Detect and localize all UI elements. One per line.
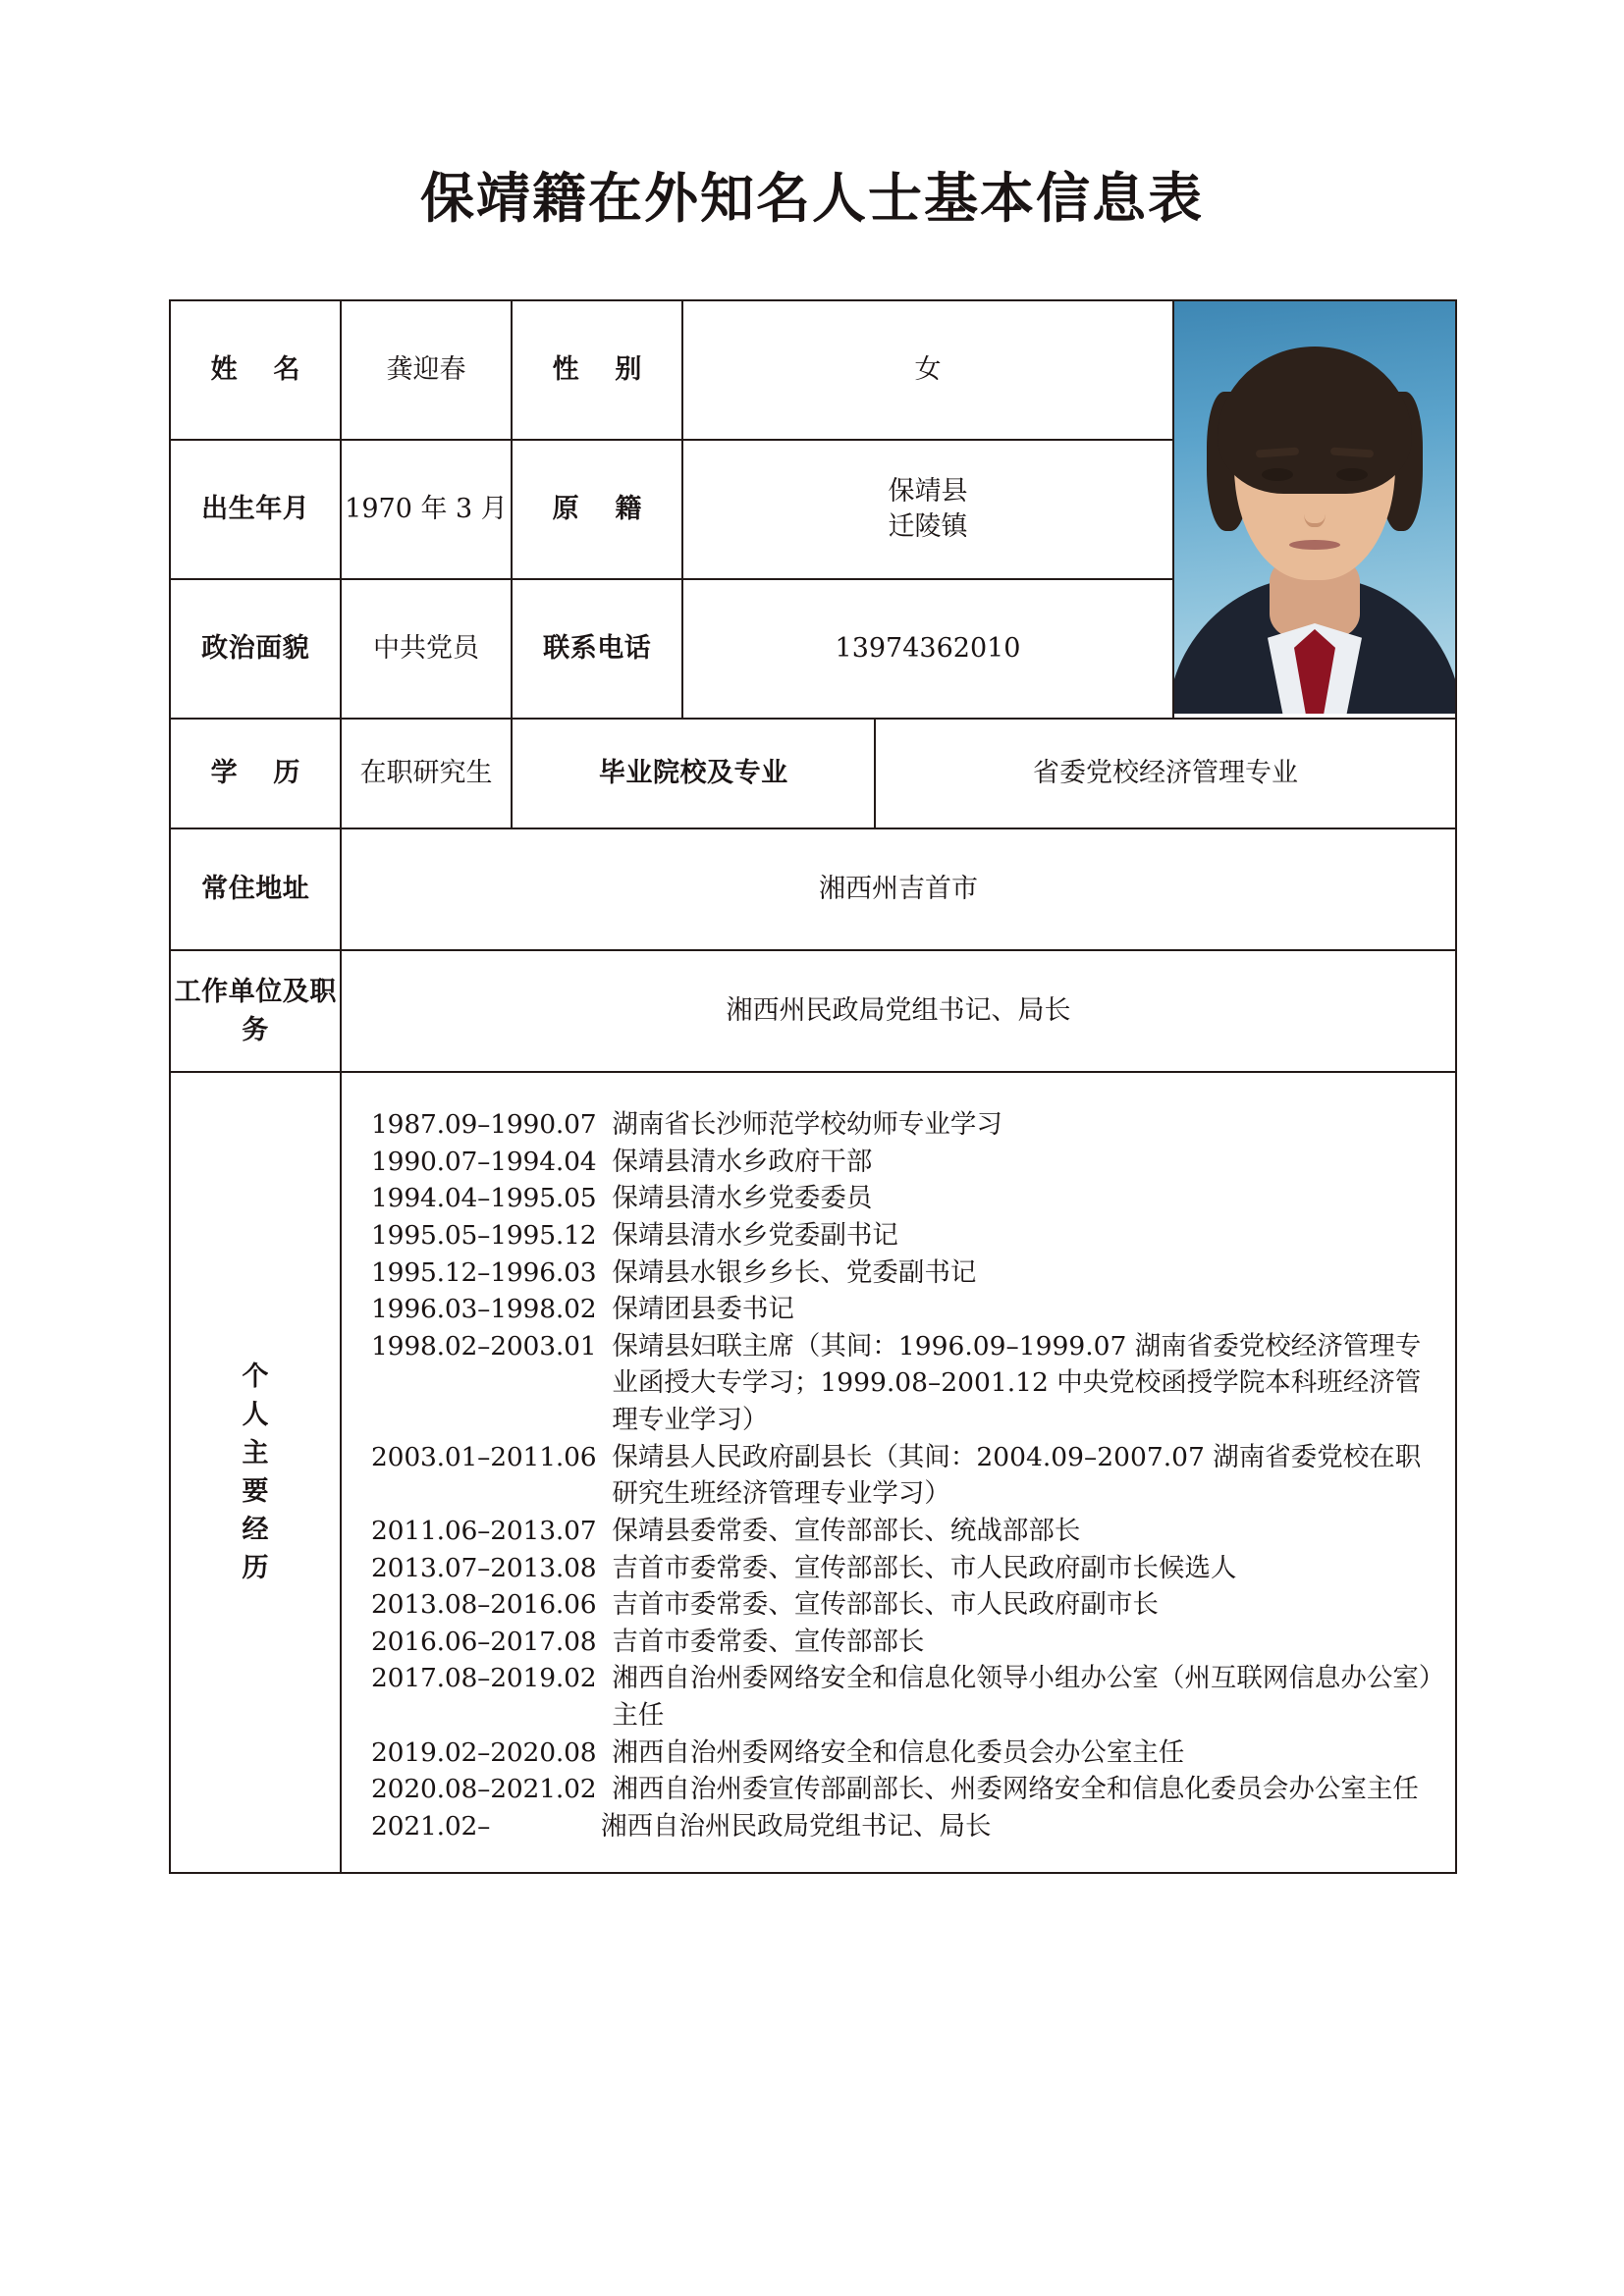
experience-item-text: 湘西自治州委宣传部副部长、州委网络安全和信息化委员会办公室主任 <box>612 1774 1419 1805</box>
experience-item-date: 2013.07–2013.08 <box>371 1552 597 1583</box>
experience-list <box>371 1106 1434 1845</box>
table-row-education <box>170 719 1456 828</box>
phone-value: 13974362010 <box>682 579 1173 719</box>
experience-item <box>371 1660 1434 1734</box>
experience-item-text: 湘西自治州民政局党组书记、局长 <box>601 1810 992 1842</box>
eye-right-shape <box>1336 468 1368 481</box>
experience-item-text: 吉首市委常委、宣传部部长、市人民政府副市长候选人 <box>612 1552 1237 1583</box>
birth-label: 出生年月 <box>170 440 341 579</box>
experience-item <box>371 1735 1434 1772</box>
experience-item-text: 保靖县妇联主席（其间：1996.09–1999.07 湖南省委党校经济管理专业函授大专学习；1999.08–2001.12 中央党校函授学院本科班经济管理专业学习） <box>612 1330 1422 1435</box>
experience-item <box>371 1439 1434 1513</box>
experience-item-date: 2021.02– <box>371 1810 491 1842</box>
political-value: 中共党员 <box>341 579 512 719</box>
political-label: 政治面貌 <box>170 579 341 719</box>
experience-item-text: 吉首市委常委、宣传部部长 <box>612 1626 925 1657</box>
experience-item-date: 2016.06–2017.08 <box>371 1626 597 1657</box>
name-value: 龚迎春 <box>341 300 512 440</box>
experience-item <box>371 1808 1434 1845</box>
experience-item-text: 湘西自治州委网络安全和信息化委员会办公室主任 <box>612 1736 1185 1768</box>
experience-item-date: 1995.05–1995.12 <box>371 1219 597 1251</box>
hair-shape <box>1218 347 1412 494</box>
gender-value: 女 <box>682 300 1173 440</box>
person-info-table <box>169 299 1457 1874</box>
experience-item-date: 1998.02–2003.01 <box>371 1330 597 1362</box>
experience-item <box>371 1328 1434 1439</box>
experience-item <box>371 1550 1434 1587</box>
experience-item-date: 1990.07–1994.04 <box>371 1146 597 1177</box>
experience-item <box>371 1180 1434 1217</box>
mouth-shape <box>1289 540 1340 550</box>
experience-item-text: 保靖团县委书记 <box>612 1294 794 1325</box>
experience-item-text: 湘西自治州委网络安全和信息化领导小组办公室（州互联网信息办公室）主任 <box>612 1663 1433 1731</box>
experience-item-text: 保靖县清水乡政府干部 <box>612 1146 873 1177</box>
portrait-photo-image <box>1174 301 1455 714</box>
experience-item-text: 湖南省长沙师范学校幼师专业学习 <box>612 1109 1002 1140</box>
experience-item-date: 2020.08–2021.02 <box>371 1774 597 1805</box>
education-value: 在职研究生 <box>341 719 512 828</box>
address-label: 常住地址 <box>170 828 341 950</box>
name-label: 姓 名 <box>170 300 341 440</box>
experience-item <box>371 1624 1434 1661</box>
experience-item <box>371 1771 1434 1808</box>
experience-item-date: 1995.12–1996.03 <box>371 1256 597 1288</box>
experience-item-text: 保靖县水银乡乡长、党委副书记 <box>612 1256 977 1288</box>
experience-item <box>371 1586 1434 1624</box>
table-row-work <box>170 950 1456 1072</box>
address-value: 湘西州吉首市 <box>341 828 1456 950</box>
school-value: 省委党校经济管理专业 <box>875 719 1456 828</box>
phone-label: 联系电话 <box>512 579 682 719</box>
eye-left-shape <box>1262 468 1293 481</box>
experience-item <box>371 1255 1434 1292</box>
experience-item <box>371 1217 1434 1255</box>
experience-item-date: 2017.08–2019.02 <box>371 1663 597 1694</box>
work-label: 工作单位及职务 <box>170 950 341 1072</box>
education-label: 学 历 <box>170 719 341 828</box>
table-row-address <box>170 828 1456 950</box>
nose-shape <box>1304 494 1326 527</box>
experience-item <box>371 1291 1434 1328</box>
birth-value: 1970 年 3 月 <box>341 440 512 579</box>
experience-label-char: 个 <box>242 1361 269 1392</box>
experience-item <box>371 1106 1434 1144</box>
experience-item-date: 1996.03–1998.02 <box>371 1294 597 1325</box>
origin-value <box>682 440 1173 579</box>
experience-label <box>170 1072 341 1873</box>
origin-label: 原 籍 <box>512 440 682 579</box>
experience-item-text: 吉首市委常委、宣传部部长、市人民政府副市长 <box>612 1589 1159 1621</box>
experience-item-date: 1994.04–1995.05 <box>371 1183 597 1214</box>
experience-item-date: 2003.01–2011.06 <box>371 1441 597 1472</box>
experience-item-date: 2011.06–2013.07 <box>371 1515 597 1546</box>
school-label: 毕业院校及专业 <box>512 719 875 828</box>
experience-item-text: 保靖县委常委、宣传部部长、统战部部长 <box>612 1515 1081 1546</box>
experience-item-date: 1987.09–1990.07 <box>371 1109 597 1140</box>
table-row-name <box>170 300 1456 440</box>
experience-item-text: 保靖县人民政府副县长（其间：2004.09–2007.07 湖南省委党校在职研究生班经济管理专业学习） <box>612 1441 1422 1510</box>
gender-label: 性 别 <box>512 300 682 440</box>
page-title: 保靖籍在外知名人士基本信息表 <box>419 166 1204 230</box>
experience-item-text: 保靖县清水乡党委委员 <box>612 1183 873 1214</box>
experience-item <box>371 1513 1434 1550</box>
origin-value-line2: 迁陵镇 <box>888 511 968 542</box>
experience-label-char: 要 <box>242 1476 269 1507</box>
table-row-experience <box>170 1072 1456 1873</box>
experience-label-char: 历 <box>242 1553 269 1584</box>
experience-item-text: 保靖县清水乡党委副书记 <box>612 1219 898 1251</box>
experience-item-date: 2013.08–2016.06 <box>371 1589 597 1621</box>
origin-value-line1: 保靖县 <box>888 475 968 507</box>
portrait-photo <box>1174 301 1455 718</box>
experience-label-char: 人 <box>242 1399 269 1430</box>
photo-cell <box>1173 300 1456 719</box>
experience-value <box>341 1072 1456 1873</box>
experience-label-char: 经 <box>242 1515 269 1546</box>
experience-label-char: 主 <box>242 1437 269 1468</box>
work-value: 湘西州民政局党组书记、局长 <box>341 950 1456 1072</box>
experience-item <box>371 1144 1434 1181</box>
experience-item-date: 2019.02–2020.08 <box>371 1736 597 1768</box>
